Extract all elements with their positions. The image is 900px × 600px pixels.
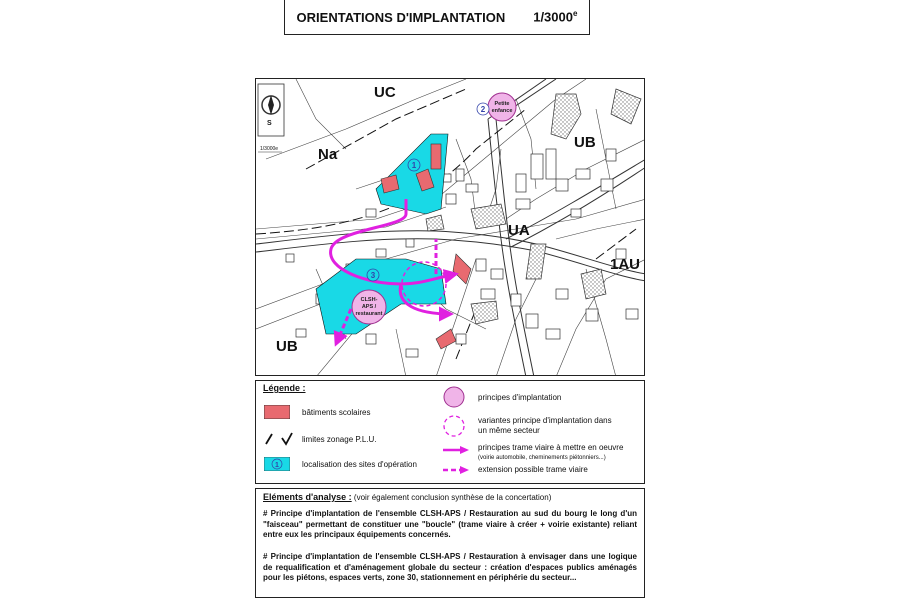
legend-title: Légende : (263, 383, 306, 393)
legend-limites: limites zonage P.L.U. (302, 435, 377, 444)
zone-label-ub-top: UB (574, 134, 596, 151)
svg-text:3: 3 (370, 271, 376, 280)
legend-extension: extension possible trame viaire (478, 465, 588, 474)
site-marker-2 (477, 103, 489, 115)
scale-label: 1/3000e (533, 9, 578, 25)
site-swatch-icon (264, 457, 290, 471)
page-title-box (284, 0, 590, 35)
svg-text:APS /: APS / (361, 304, 377, 310)
route-arrow-icon (442, 445, 470, 455)
hatched-buildings (426, 89, 641, 324)
zone-label-1au: 1AU (610, 256, 641, 273)
north-arrow-icon (258, 84, 284, 136)
page-title: ORIENTATIONS D'IMPLANTATION (296, 9, 506, 25)
implantation-circle-icon (442, 385, 466, 409)
zone-label-ua: UA (508, 222, 530, 239)
urban-map (256, 79, 645, 376)
analysis-paragraph-2: # Principe d'implantation de l'ensemble CLSH-APS / Restauration à envisager dans une logique de requalification et d'aménagement globale du secteur : création d'espaces publics aménagés pour les piétons, espaces verts, zone 30, stationnement en périphérie du secteur... (263, 552, 637, 582)
extension-arrow-icon (442, 465, 470, 475)
analysis-box (255, 488, 645, 598)
legend-localisation: localisation des sites d'opération (302, 460, 417, 469)
legend-batiments: bâtiments scolaires (302, 408, 371, 417)
analysis-paragraph-1: # Principe d'implantation de l'ensemble CLSH-APS / Restauration au sud du bourg le long d'un "faisceau" permettant de constituer une "boucle" (trame viaire à créer + voirie existante) reliant entre eux les principaux équipements concernés. (263, 509, 637, 539)
svg-text:restaurant: restaurant (355, 311, 383, 317)
variant-circle-icon (442, 414, 466, 438)
map-scale-caption: 1/3000e (260, 146, 279, 152)
school-building-swatch (264, 405, 290, 419)
zone-label-uc: UC (374, 84, 396, 101)
svg-text:enfance: enfance (491, 108, 513, 114)
zoning-limit-icon (264, 432, 294, 446)
svg-text:1: 1 (411, 161, 417, 170)
zone-label-na: Na (318, 146, 338, 163)
legend-trame: principes trame viaire à mettre en oeuvre (voirie automobile, cheminements piétonniers...) (478, 443, 624, 461)
legend-variantes: variantes principe d'implantation dans un même secteur (478, 416, 612, 435)
legend-principes: principes d'implantation (478, 393, 562, 402)
legend (255, 380, 645, 484)
svg-text:Petite: Petite (494, 101, 510, 107)
zone-label-ub-bottom: UB (276, 338, 298, 355)
implantation-circle-clsh (352, 290, 386, 324)
site-marker-3 (367, 269, 379, 281)
svg-text:1: 1 (275, 462, 279, 469)
svg-text:2: 2 (480, 105, 486, 114)
map-frame (255, 78, 645, 376)
implantation-circle-petite-enfance (488, 93, 516, 121)
site-marker-1 (408, 159, 420, 171)
svg-text:S: S (267, 120, 272, 127)
analysis-heading: Eléments d'analyse : (voir également conclusion synthèse de la concertation) (263, 492, 552, 502)
svg-text:CLSH-: CLSH- (360, 297, 378, 303)
